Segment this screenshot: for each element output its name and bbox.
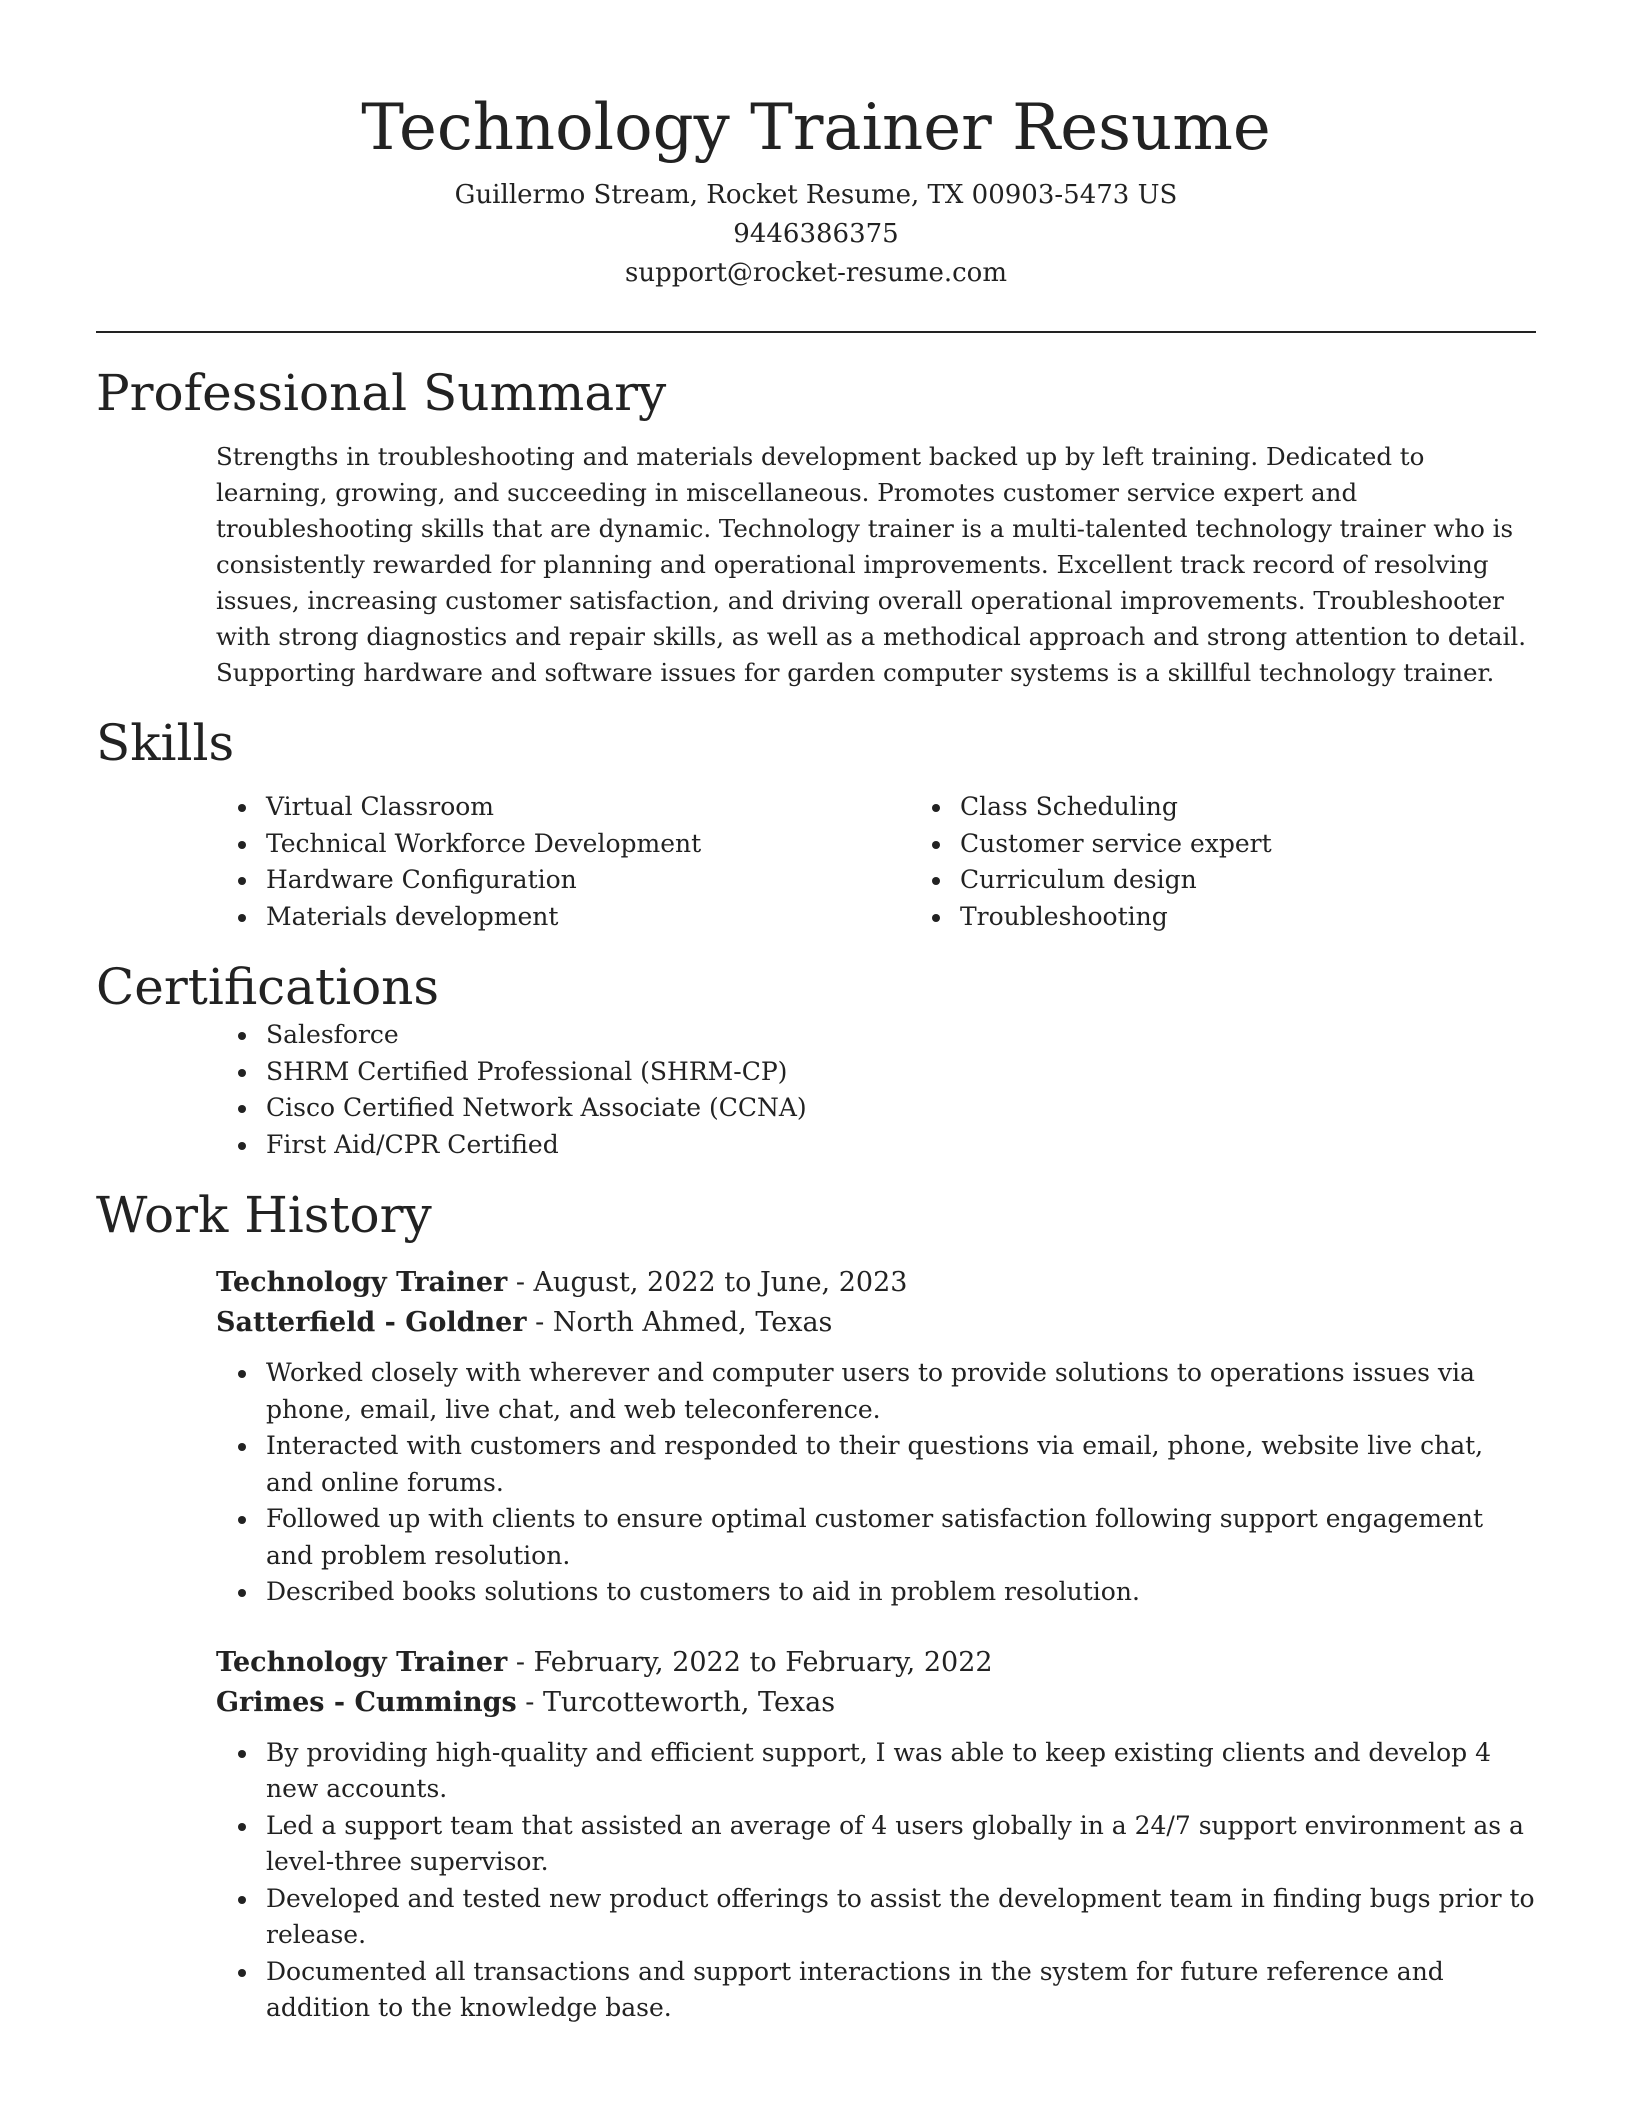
contact-block xyxy=(96,176,1536,293)
contact-phone: 9446386375 xyxy=(733,219,899,249)
list-item: • Salesforce xyxy=(260,1017,1536,1054)
work-history-section xyxy=(96,1185,1536,2027)
list-item: • Developed and tested new product offerings to assist the development team in finding bugs prior to release. xyxy=(260,1881,1536,1954)
skills-columns xyxy=(96,789,1536,935)
summary-text: Strengths in troubleshooting and materials development backed up by left training. Dedicated to learning, growing, and succeeding in miscellaneous. Promotes customer service expert and troubleshooting skills that are dynamic. Technology trainer is a multi-talented technology trainer who is consistently rewarded for planning and operational improvements. Excellent track record of resolving issues, increasing customer satisfaction, and driving overall operational improvements. Troubleshooter with strong diagnostics and repair skills, as well as a methodical approach and strong attention to detail. Supporting hardware and software issues for garden computer systems is a skillful technology trainer. xyxy=(216,442,1526,687)
list-item: • First Aid/CPR Certified xyxy=(260,1127,1536,1164)
list-item: • Troubleshooting xyxy=(954,899,1272,936)
list-item: • SHRM Certified Professional (SHRM-CP) xyxy=(260,1054,1536,1091)
list-item: • Curriculum design xyxy=(954,862,1272,899)
skills-section xyxy=(96,713,1536,935)
job-company-line xyxy=(216,1303,1536,1343)
resume-title: Technology Trainer Resume xyxy=(361,91,1271,165)
job-entry xyxy=(96,1263,1536,1611)
list-item: • Followed up with clients to ensure optimal customer satisfaction following support engagement and problem resolution. xyxy=(260,1501,1536,1574)
job-location: - North Ahmed, Texas xyxy=(526,1307,833,1338)
job-company-line xyxy=(216,1683,1536,1723)
job-entry xyxy=(96,1643,1536,2027)
job-bullets xyxy=(96,1355,1536,1611)
job-dates: - August, 2022 to June, 2023 xyxy=(507,1267,908,1298)
list-item: • By providing high-quality and efficient support, I was able to keep existing clients and develop 4 new accounts. xyxy=(260,1735,1536,1808)
list-item: • Hardware Configuration xyxy=(260,862,910,899)
summary-section xyxy=(96,363,1536,691)
skills-left-list xyxy=(96,789,910,935)
job-company: Satterfield - Goldner xyxy=(216,1307,527,1338)
resume-header xyxy=(96,0,1536,293)
job-title-line xyxy=(216,1263,1536,1303)
list-item: • Interacted with customers and responded to their questions via email, phone, website live chat, and online forums. xyxy=(260,1428,1536,1501)
list-item: • Technical Workforce Development xyxy=(260,826,910,863)
contact-address: Guillermo Stream, Rocket Resume, TX 00903-5473 US xyxy=(454,180,1178,210)
list-item: • Documented all transactions and support interactions in the system for future reference and addition to the knowledge base. xyxy=(260,1954,1536,2027)
work-history-heading: Work History xyxy=(96,1186,432,1244)
certifications-heading: Certifications xyxy=(96,958,440,1016)
contact-email: support@rocket-resume.com xyxy=(624,258,1007,288)
job-title-line xyxy=(216,1643,1536,1683)
certifications-section xyxy=(96,957,1536,1163)
header-divider xyxy=(96,331,1536,333)
summary-heading: Professional Summary xyxy=(96,364,667,422)
list-item: • Customer service expert xyxy=(954,826,1272,863)
skills-right-list xyxy=(910,789,1272,935)
job-title: Technology Trainer xyxy=(216,1267,508,1298)
list-item: • Led a support team that assisted an average of 4 users globally in a 24/7 support environment as a level-three supervisor. xyxy=(260,1808,1536,1881)
job-dates: - February, 2022 to February, 2022 xyxy=(507,1646,993,1678)
list-item: • Worked closely with wherever and computer users to provide solutions to operations issues via phone, email, live chat, and web teleconference. xyxy=(260,1355,1536,1428)
list-item: • Cisco Certified Network Associate (CCNA) xyxy=(260,1090,1536,1127)
list-item: • Virtual Classroom xyxy=(260,789,910,826)
certifications-list xyxy=(96,1017,1536,1163)
job-title: Technology Trainer xyxy=(216,1646,508,1678)
job-bullets xyxy=(96,1735,1536,2027)
job-location: - Turcotteworth, Texas xyxy=(516,1686,836,1718)
skills-heading: Skills xyxy=(96,714,235,772)
job-company: Grimes - Cummings xyxy=(216,1686,517,1718)
list-item: • Described books solutions to customers to aid in problem resolution. xyxy=(260,1574,1536,1611)
list-item: • Class Scheduling xyxy=(954,789,1272,826)
list-item: • Materials development xyxy=(260,899,910,936)
